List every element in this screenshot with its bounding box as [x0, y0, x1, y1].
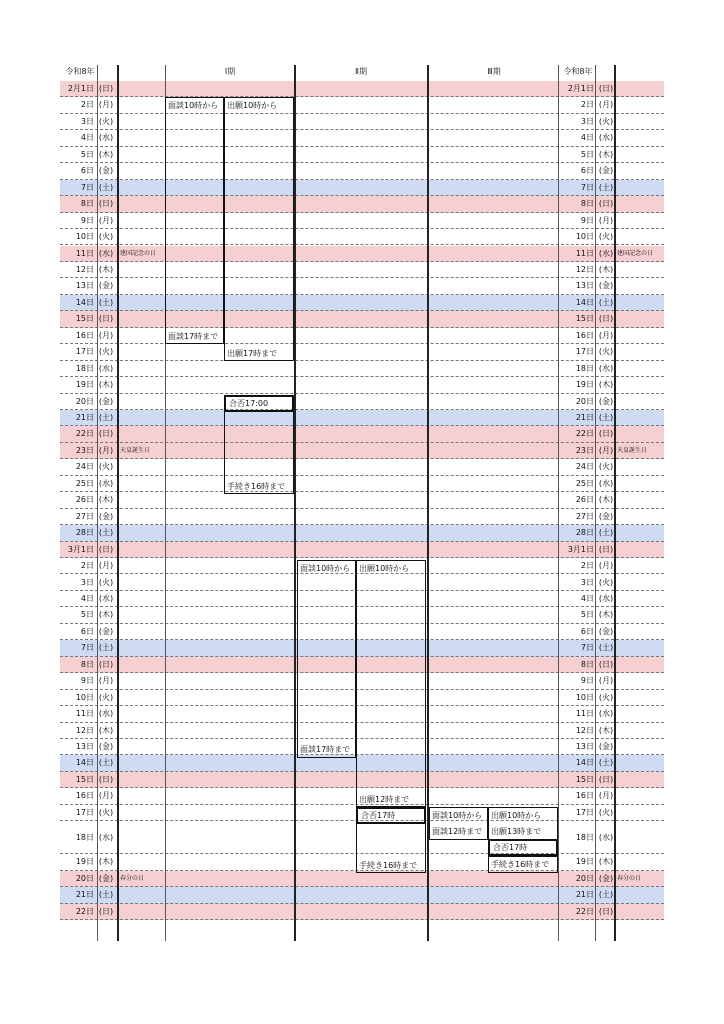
- date-left: 2日: [80, 100, 94, 110]
- date-right: 5日: [580, 610, 594, 620]
- holiday-note-left: 天皇誕生日: [120, 446, 151, 454]
- weekday-left: (日): [98, 199, 114, 209]
- p2-procedure-end: 手続き16時まで: [359, 861, 418, 870]
- weekday-left: (土): [98, 413, 114, 422]
- period-1-header: Ⅰ期: [224, 67, 236, 76]
- weekday-left: (月): [98, 445, 114, 455]
- date-left: 16日: [75, 791, 94, 801]
- weekday-left: (月): [98, 100, 114, 110]
- calendar-row: [60, 130, 664, 146]
- weekday-right: (火): [598, 577, 614, 587]
- date-right: 8日: [580, 659, 594, 669]
- date-left: 6日: [80, 626, 94, 636]
- weekday-left: (土): [98, 182, 114, 192]
- date-left: 14日: [75, 297, 94, 307]
- weekday-left: (土): [98, 643, 114, 653]
- date-right: 3日: [580, 116, 594, 126]
- weekday-right: (水): [598, 709, 614, 719]
- weekday-right: (木): [598, 857, 614, 867]
- weekday-right: (木): [598, 380, 614, 390]
- weekday-right: (金): [598, 281, 614, 291]
- divider-weekday-left: [97, 65, 98, 941]
- divider-right-date: [558, 65, 559, 941]
- holiday-note-right: 建国記念の日: [617, 249, 654, 257]
- date-left: 13日: [75, 742, 94, 751]
- date-left: 22日: [75, 429, 94, 439]
- calendar-row: [60, 394, 664, 410]
- date-left: 4日: [80, 133, 94, 143]
- weekday-left: (金): [98, 511, 114, 521]
- date-left: 18日: [75, 363, 94, 373]
- weekday-left: (日): [98, 84, 114, 93]
- weekday-left: (金): [98, 873, 114, 883]
- date-right: 16日: [575, 791, 594, 801]
- weekday-left: (水): [98, 363, 114, 373]
- calendar-row: [60, 246, 664, 262]
- calendar-row: [60, 509, 664, 525]
- weekday-right: (水): [598, 248, 614, 258]
- date-right: 12日: [575, 264, 594, 274]
- calendar-row: [60, 542, 664, 558]
- date-right: 13日: [575, 742, 594, 751]
- date-right: 10日: [575, 232, 594, 242]
- date-right: 6日: [580, 626, 594, 636]
- date-right: 22日: [575, 429, 594, 439]
- date-right: 14日: [575, 758, 594, 768]
- calendar-row: [60, 492, 664, 508]
- calendar-row: [60, 180, 664, 196]
- weekday-right: (土): [598, 528, 614, 538]
- weekday-right: (月): [598, 215, 614, 225]
- date-left: 11日: [75, 248, 94, 258]
- date-right: 10日: [575, 692, 594, 702]
- date-right: 21日: [575, 890, 594, 900]
- weekday-right: (土): [598, 413, 614, 422]
- date-right: 7日: [580, 182, 594, 192]
- date-left: 17日: [75, 347, 94, 357]
- weekday-left: (火): [98, 462, 114, 472]
- date-left: 23日: [75, 445, 94, 455]
- date-left: 7日: [80, 643, 94, 653]
- calendar-row: [60, 262, 664, 278]
- weekday-right: (火): [598, 347, 614, 357]
- p2-apply-span: [356, 560, 426, 807]
- date-left: 25日: [75, 478, 94, 488]
- date-right: 27日: [575, 511, 594, 521]
- weekday-left: (水): [98, 833, 114, 843]
- date-right: 7日: [580, 643, 594, 653]
- p1-interview-start: 面談10時から: [168, 101, 219, 110]
- date-right: 19日: [575, 857, 594, 867]
- date-right: 11日: [575, 709, 594, 719]
- holiday-note-left: 春分の日: [120, 874, 145, 882]
- weekday-left: (木): [98, 264, 114, 274]
- weekday-right: (火): [598, 692, 614, 702]
- calendar-row: [60, 81, 664, 97]
- date-right: 4日: [580, 133, 594, 143]
- date-right: 20日: [575, 873, 594, 883]
- weekday-right: (月): [598, 100, 614, 110]
- date-left: 5日: [80, 610, 94, 620]
- calendar-row: [60, 361, 664, 377]
- weekday-left: (日): [98, 774, 114, 784]
- date-left: 3月1日: [67, 544, 94, 554]
- date-right: 14日: [575, 297, 594, 307]
- date-right: 18日: [575, 833, 594, 843]
- date-left: 3日: [80, 577, 94, 587]
- date-left: 15日: [75, 314, 94, 324]
- date-left: 19日: [75, 857, 94, 867]
- date-left: 3日: [80, 116, 94, 126]
- weekday-right: (木): [598, 610, 614, 620]
- weekday-left: (水): [98, 709, 114, 719]
- date-right: 11日: [575, 248, 594, 258]
- p3-procedure-end: 手続き16時まで: [491, 860, 550, 869]
- date-left: 17日: [75, 807, 94, 817]
- date-right: 16日: [575, 330, 594, 340]
- weekday-right: (土): [598, 643, 614, 653]
- weekday-right: (日): [598, 544, 614, 554]
- weekday-right: (木): [598, 264, 614, 274]
- weekday-left: (月): [98, 791, 114, 801]
- weekday-right: (日): [598, 314, 614, 324]
- weekday-right: (日): [598, 84, 614, 93]
- weekday-left: (火): [98, 807, 114, 817]
- weekday-right: (木): [598, 495, 614, 505]
- date-left: 12日: [75, 725, 94, 735]
- divider-notes-right: [614, 65, 616, 941]
- p1-apply-end: 出願17時まで: [227, 349, 278, 358]
- p2-interview-start: 面談10時から: [300, 564, 351, 573]
- weekday-left: (木): [98, 149, 114, 159]
- date-left: 26日: [75, 495, 94, 505]
- date-right: 17日: [575, 807, 594, 817]
- weekday-right: (火): [598, 462, 614, 472]
- date-right: 22日: [575, 906, 594, 916]
- weekday-left: (水): [98, 478, 114, 488]
- date-left: 13日: [75, 281, 94, 291]
- calendar-row: [60, 97, 664, 113]
- weekday-left: (金): [98, 742, 114, 751]
- date-left: 11日: [75, 709, 94, 719]
- period-3-header: Ⅲ期: [487, 67, 501, 76]
- weekday-right: (火): [598, 232, 614, 242]
- p3-interview-start: 面談10時から: [432, 811, 483, 820]
- date-left: 8日: [80, 199, 94, 209]
- date-left: 14日: [75, 758, 94, 768]
- calendar-row: [60, 295, 664, 311]
- calendar-row: [60, 377, 664, 393]
- weekday-left: (日): [98, 544, 114, 554]
- calendar-row: [60, 196, 664, 212]
- date-left: 28日: [75, 528, 94, 538]
- weekday-right: (金): [598, 873, 614, 883]
- weekday-left: (水): [98, 133, 114, 143]
- divider-notes-left: [117, 65, 119, 941]
- calendar-row: [60, 344, 664, 360]
- weekday-right: (月): [598, 330, 614, 340]
- p1-interview-span: [165, 97, 224, 344]
- calendar-row: [60, 443, 664, 459]
- date-right: 24日: [575, 462, 594, 472]
- weekday-right: (日): [598, 774, 614, 784]
- weekday-left: (金): [98, 626, 114, 636]
- calendar-row: [60, 229, 664, 245]
- weekday-left: (土): [98, 297, 114, 307]
- holiday-note-left: 建国記念の日: [120, 249, 157, 257]
- weekday-right: (水): [598, 833, 614, 843]
- weekday-right: (金): [598, 166, 614, 176]
- date-left: 24日: [75, 462, 94, 472]
- weekday-right: (金): [598, 626, 614, 636]
- weekday-left: (木): [98, 725, 114, 735]
- date-right: 15日: [575, 314, 594, 324]
- date-left: 21日: [75, 413, 94, 422]
- weekday-right: (月): [598, 445, 614, 455]
- date-right: 13日: [575, 281, 594, 291]
- date-right: 28日: [575, 528, 594, 538]
- weekday-right: (日): [598, 429, 614, 439]
- date-right: 2月1日: [567, 84, 594, 93]
- weekday-left: (火): [98, 692, 114, 702]
- weekday-right: (火): [598, 807, 614, 817]
- weekday-right: (金): [598, 511, 614, 521]
- date-right: 6日: [580, 166, 594, 176]
- date-left: 8日: [80, 659, 94, 669]
- date-right: 18日: [575, 363, 594, 373]
- calendar-row: [60, 459, 664, 475]
- calendar-row: [60, 525, 664, 541]
- date-left: 7日: [80, 182, 94, 192]
- date-left: 10日: [75, 232, 94, 242]
- p3-result: 合否17時: [493, 843, 528, 852]
- date-right: 9日: [580, 215, 594, 225]
- date-left: 19日: [75, 380, 94, 390]
- p1-interview-end: 面談17時まで: [168, 332, 219, 341]
- weekday-left: (木): [98, 857, 114, 867]
- date-right: 20日: [575, 396, 594, 406]
- weekday-right: (月): [598, 676, 614, 686]
- weekday-right: (金): [598, 396, 614, 406]
- date-left: 4日: [80, 593, 94, 603]
- weekday-left: (木): [98, 610, 114, 620]
- p3-apply-end: 出願13時まで: [491, 827, 542, 836]
- date-right: 23日: [575, 445, 594, 455]
- p2-interview-end: 面談17時まで: [300, 745, 351, 754]
- p2-interview-span: [297, 560, 356, 758]
- weekday-left: (木): [98, 495, 114, 505]
- p2-result: 合否17時: [361, 811, 396, 820]
- date-right: 4日: [580, 593, 594, 603]
- year-label-right: 令和8年: [563, 67, 593, 76]
- p3-apply-start: 出願10時から: [491, 811, 542, 820]
- weekday-left: (日): [98, 429, 114, 439]
- weekday-right: (土): [598, 890, 614, 900]
- date-right: 15日: [575, 774, 594, 784]
- weekday-left: (火): [98, 577, 114, 587]
- weekday-right: (日): [598, 659, 614, 669]
- date-left: 6日: [80, 166, 94, 176]
- date-left: 12日: [75, 264, 94, 274]
- date-right: 8日: [580, 199, 594, 209]
- weekday-left: (日): [98, 659, 114, 669]
- weekday-right: (水): [598, 363, 614, 373]
- date-left: 27日: [75, 511, 94, 521]
- weekday-left: (火): [98, 232, 114, 242]
- date-right: 25日: [575, 478, 594, 488]
- weekday-left: (金): [98, 281, 114, 291]
- p2-apply-start: 出願10時から: [359, 564, 410, 573]
- date-right: 21日: [575, 413, 594, 422]
- weekday-left: (水): [98, 248, 114, 258]
- calendar-row: [60, 871, 664, 887]
- date-left: 5日: [80, 149, 94, 159]
- weekday-left: (土): [98, 528, 114, 538]
- date-right: 19日: [575, 380, 594, 390]
- weekday-left: (水): [98, 593, 114, 603]
- calendar-row: [60, 114, 664, 130]
- weekday-right: (金): [598, 742, 614, 751]
- weekday-left: (月): [98, 330, 114, 340]
- date-right: 3月1日: [567, 544, 594, 554]
- period-2-header: Ⅱ期: [355, 67, 367, 76]
- weekday-right: (日): [598, 906, 614, 916]
- date-left: 18日: [75, 833, 94, 843]
- year-label-left: 令和8年: [65, 67, 95, 76]
- calendar-row: [60, 147, 664, 163]
- weekday-right: (水): [598, 593, 614, 603]
- weekday-left: (金): [98, 166, 114, 176]
- p3-interview-end: 面談12時まで: [432, 827, 483, 836]
- weekday-right: (木): [598, 149, 614, 159]
- weekday-right: (土): [598, 758, 614, 768]
- calendar-row: [60, 410, 664, 426]
- weekday-left: (月): [98, 676, 114, 686]
- date-left: 15日: [75, 774, 94, 784]
- date-right: 17日: [575, 347, 594, 357]
- p1-result: 合否17:00: [229, 399, 269, 408]
- date-left: 2月1日: [67, 84, 94, 93]
- date-left: 21日: [75, 890, 94, 900]
- date-left: 2日: [80, 561, 94, 571]
- date-left: 9日: [80, 215, 94, 225]
- weekday-left: (月): [98, 561, 114, 571]
- p2-apply-end: 出願12時まで: [359, 795, 410, 804]
- weekday-right: (日): [598, 199, 614, 209]
- calendar-row: [60, 426, 664, 442]
- calendar-row: [60, 904, 664, 920]
- p1-apply-span: [224, 97, 294, 361]
- p1-apply-start: 出願10時から: [227, 101, 278, 110]
- calendar-row: [60, 278, 664, 294]
- calendar-row: [60, 476, 664, 492]
- holiday-note-right: 春分の日: [617, 874, 642, 882]
- date-left: 20日: [75, 873, 94, 883]
- weekday-left: (土): [98, 890, 114, 900]
- date-right: 5日: [580, 149, 594, 159]
- weekday-right: (土): [598, 297, 614, 307]
- date-left: 20日: [75, 396, 94, 406]
- weekday-left: (火): [98, 347, 114, 357]
- divider-weekday-right: [595, 65, 596, 941]
- weekday-left: (金): [98, 396, 114, 406]
- weekday-right: (土): [598, 182, 614, 192]
- weekday-left: (日): [98, 906, 114, 916]
- weekday-left: (月): [98, 215, 114, 225]
- holiday-note-right: 天皇誕生日: [617, 446, 648, 454]
- date-right: 3日: [580, 577, 594, 587]
- weekday-right: (月): [598, 791, 614, 801]
- weekday-left: (土): [98, 758, 114, 768]
- weekday-left: (木): [98, 380, 114, 390]
- calendar-row: [60, 311, 664, 327]
- date-right: 12日: [575, 725, 594, 735]
- date-right: 2日: [580, 561, 594, 571]
- weekday-left: (日): [98, 314, 114, 324]
- date-right: 26日: [575, 495, 594, 505]
- calendar-row: [60, 328, 664, 344]
- weekday-right: (木): [598, 725, 614, 735]
- date-right: 2日: [580, 100, 594, 110]
- date-left: 16日: [75, 330, 94, 340]
- weekday-left: (火): [98, 116, 114, 126]
- calendar-row: [60, 213, 664, 229]
- weekday-right: (水): [598, 133, 614, 143]
- date-left: 10日: [75, 692, 94, 702]
- weekday-right: (水): [598, 478, 614, 488]
- calendar-row: [60, 887, 664, 903]
- divider-period2: [294, 65, 296, 941]
- weekday-right: (火): [598, 116, 614, 126]
- date-right: 9日: [580, 676, 594, 686]
- date-left: 9日: [80, 676, 94, 686]
- date-left: 22日: [75, 906, 94, 916]
- p1-procedure-end: 手続き16時まで: [227, 482, 286, 491]
- weekday-right: (月): [598, 561, 614, 571]
- calendar-row: [60, 163, 664, 179]
